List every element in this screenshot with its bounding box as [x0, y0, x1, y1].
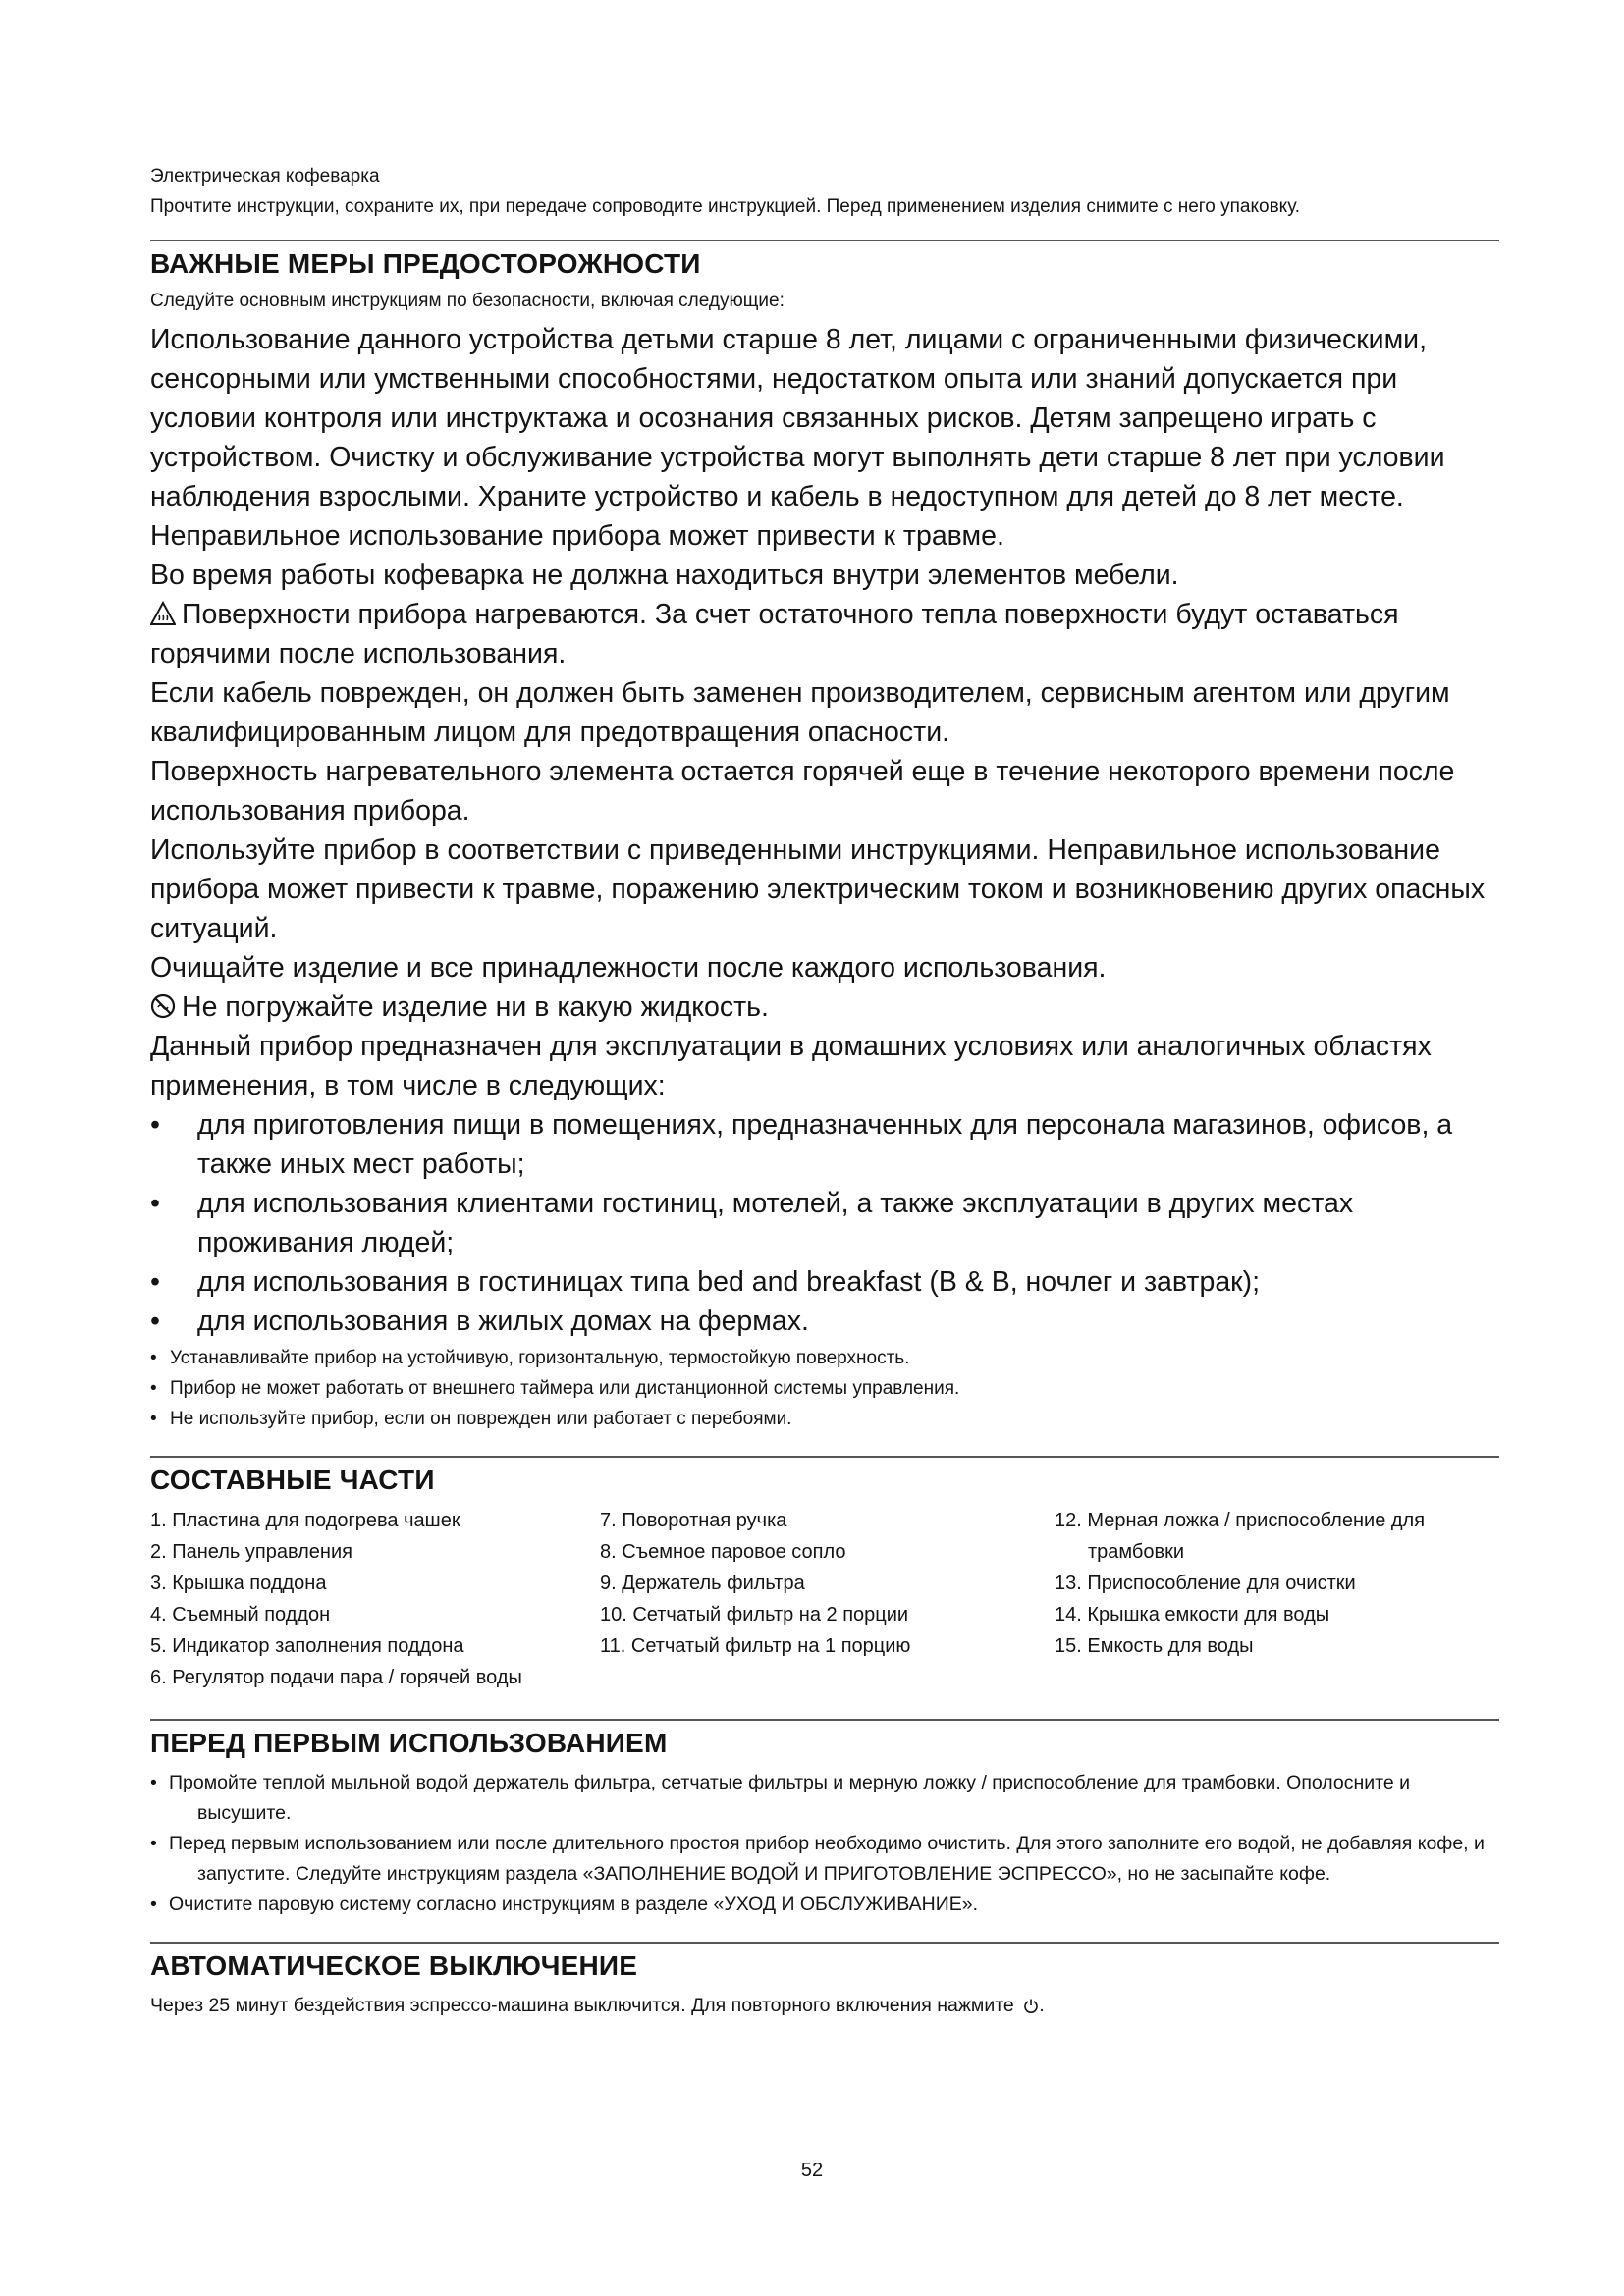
list-item: • Устанавливайте прибор на устойчивую, горизонтальную, термостойкую поверхность.: [150, 1343, 1499, 1373]
parts-column-1: [150, 1505, 600, 1693]
part-item: 13. Приспособление для очистки: [1055, 1573, 1356, 1594]
part-item: 7. Поворотная ручка: [600, 1510, 787, 1531]
section-divider: [150, 240, 1499, 241]
list-item: • для использования в гостиницах типа bed and breakfast (B & B, ночлег и завтрак);: [150, 1262, 1499, 1302]
hot-surface-warning-icon: [150, 601, 176, 626]
first-use-heading: ПЕРЕД ПЕРВЫМ ИСПОЛЬЗОВАНИЕМ: [150, 1728, 668, 1758]
document-page: [150, 165, 1499, 2020]
part-item: 10. Сетчатый фильтр на 2 порции: [600, 1604, 909, 1626]
safety-subtitle: Следуйте основным инструкциям по безопасности, включая следующие:: [150, 291, 785, 311]
safety-paragraph: Поверхность нагревательного элемента остается горячей еще в течение некоторого времени после использования прибора.: [150, 756, 1455, 827]
safety-paragraph: Если кабель поврежден, он должен быть заменен производителем, сервисным агентом или другим квалифицированным лицом для предотвращения опасности.: [150, 677, 1450, 748]
list-item: • Не используйте прибор, если он поврежден или работает с перебоями.: [150, 1404, 1499, 1434]
parts-list: [150, 1505, 1499, 1693]
part-item: 14. Крышка емкости для воды: [1055, 1604, 1330, 1626]
part-item: 1. Пластина для подогрева чашек: [150, 1510, 460, 1531]
list-item: • для использования клиентами гостиниц, мотелей, а также эксплуатации в других местах проживания людей;: [150, 1184, 1499, 1262]
safety-paragraph: Неправильное использование прибора может привести к травме.: [150, 520, 1004, 552]
intro-title: Электрическая кофеварка: [150, 166, 380, 187]
list-item: • Очистите паровую систему согласно инструкциям в разделе «УХОД И ОБСЛУЖИВАНИЕ».: [150, 1890, 1499, 1920]
part-item: 5. Индикатор заполнения поддона: [150, 1635, 464, 1657]
safety-paragraph: Использование данного устройства детьми старше 8 лет, лицами с ограниченными физическими, сенсорными или умственными способностями, недостатком опыта или знаний допускается при условии контроля или инструктажа и осознания связанных рисков. Детям запрещено играть с устройством. Очистку и обслуживание устройства могут выполнять дети старше 8 лет при условии наблюдения взрослыми. Храните устройство и кабель в недоступном для детей до 8 лет месте.: [150, 324, 1445, 512]
auto-off-paragraph: Через 25 минут бездействия эспрессо-машина выключится. Для повторного включения нажмите .: [150, 1995, 1045, 2016]
section-divider: [150, 1719, 1499, 1721]
installation-notes-list: [150, 1343, 1499, 1434]
list-item: • Промойте теплой мыльной водой держатель фильтра, сетчатые фильтры и мерную ложку / приспособление для трамбовки. Ополосните и высушите.: [150, 1768, 1499, 1829]
part-item: 6. Регулятор подачи пара / горячей воды: [150, 1667, 522, 1688]
power-icon: [1023, 1998, 1039, 2013]
list-item: • Прибор не может работать от внешнего таймера или дистанционной системы управления.: [150, 1373, 1499, 1404]
safety-paragraph: Данный прибор предназначен для эксплуатации в домашних условиях или аналогичных областях применения, в том числе в следующих:: [150, 1031, 1432, 1101]
hot-surface-warning: [150, 595, 1499, 673]
part-item: 3. Крышка поддона: [150, 1573, 327, 1594]
list-item: • для использования в жилых домах на фермах.: [150, 1302, 1499, 1341]
part-item: 9. Держатель фильтра: [600, 1573, 805, 1594]
no-immersion-icon: [150, 993, 176, 1019]
part-item: 2. Панель управления: [150, 1541, 352, 1563]
safety-paragraph: Очищайте изделие и все принадлежности после каждого использования.: [150, 952, 1107, 984]
parts-column-3: [1055, 1505, 1487, 1693]
part-item: 8. Съемное паровое сопло: [600, 1541, 846, 1563]
part-item: 12. Мерная ложка / приспособление для трамбовки: [1055, 1510, 1426, 1563]
section-divider: [150, 1942, 1499, 1944]
auto-off-text: Через 25 минут бездействия эспрессо-машина выключится. Для повторного включения нажмите: [150, 1995, 1014, 2016]
usage-areas-list: [150, 1105, 1499, 1341]
parts-heading: СОСТАВНЫЕ ЧАСТИ: [150, 1465, 435, 1495]
no-immersion-warning: [150, 988, 1499, 1027]
parts-column-2: [600, 1505, 1055, 1693]
list-item: • Перед первым использованием или после длительного простоя прибор необходимо очистить. Для этого заполните его водой, не добавляя кофе, и запустите. Следуйте инструкциям раздела «ЗАПОЛНЕНИЕ ВОДОЙ И ПРИГОТОВЛЕНИЕ ЭСПРЕССО», но не засыпайте кофе.: [150, 1829, 1499, 1890]
first-use-list: [150, 1768, 1499, 1920]
hot-surface-warning-text: Поверхности прибора нагреваются. За счет остаточного тепла поверхности будут оставаться горячими после использования.: [150, 599, 1399, 669]
part-item: 4. Съемный поддон: [150, 1604, 331, 1626]
safety-heading: ВАЖНЫЕ МЕРЫ ПРЕДОСТОРОЖНОСТИ: [150, 248, 701, 279]
intro-text: Прочтите инструкции, сохраните их, при передаче сопроводите инструкцией. Перед применением изделия снимите с него упаковку.: [150, 196, 1301, 217]
part-item: 11. Сетчатый фильтр на 1 порцию: [600, 1635, 911, 1657]
page-number: 52: [800, 2160, 824, 2181]
no-immersion-text: Не погружайте изделие ни в какую жидкость.: [182, 991, 769, 1023]
section-divider: [150, 1456, 1499, 1458]
auto-off-heading: АВТОМАТИЧЕСКОЕ ВЫКЛЮЧЕНИЕ: [150, 1950, 638, 1981]
list-item: • для приготовления пищи в помещениях, предназначенных для персонала магазинов, офисов, а также иных мест работы;: [150, 1105, 1499, 1184]
part-item: 15. Емкость для воды: [1055, 1635, 1254, 1657]
safety-paragraph: Используйте прибор в соответствии с приведенными инструкциями. Неправильное использование прибора может привести к травме, поражению электрическим током и возникновению других опасных ситуаций.: [150, 834, 1486, 944]
safety-paragraph: Во время работы кофеварка не должна находиться внутри элементов мебели.: [150, 560, 1179, 591]
